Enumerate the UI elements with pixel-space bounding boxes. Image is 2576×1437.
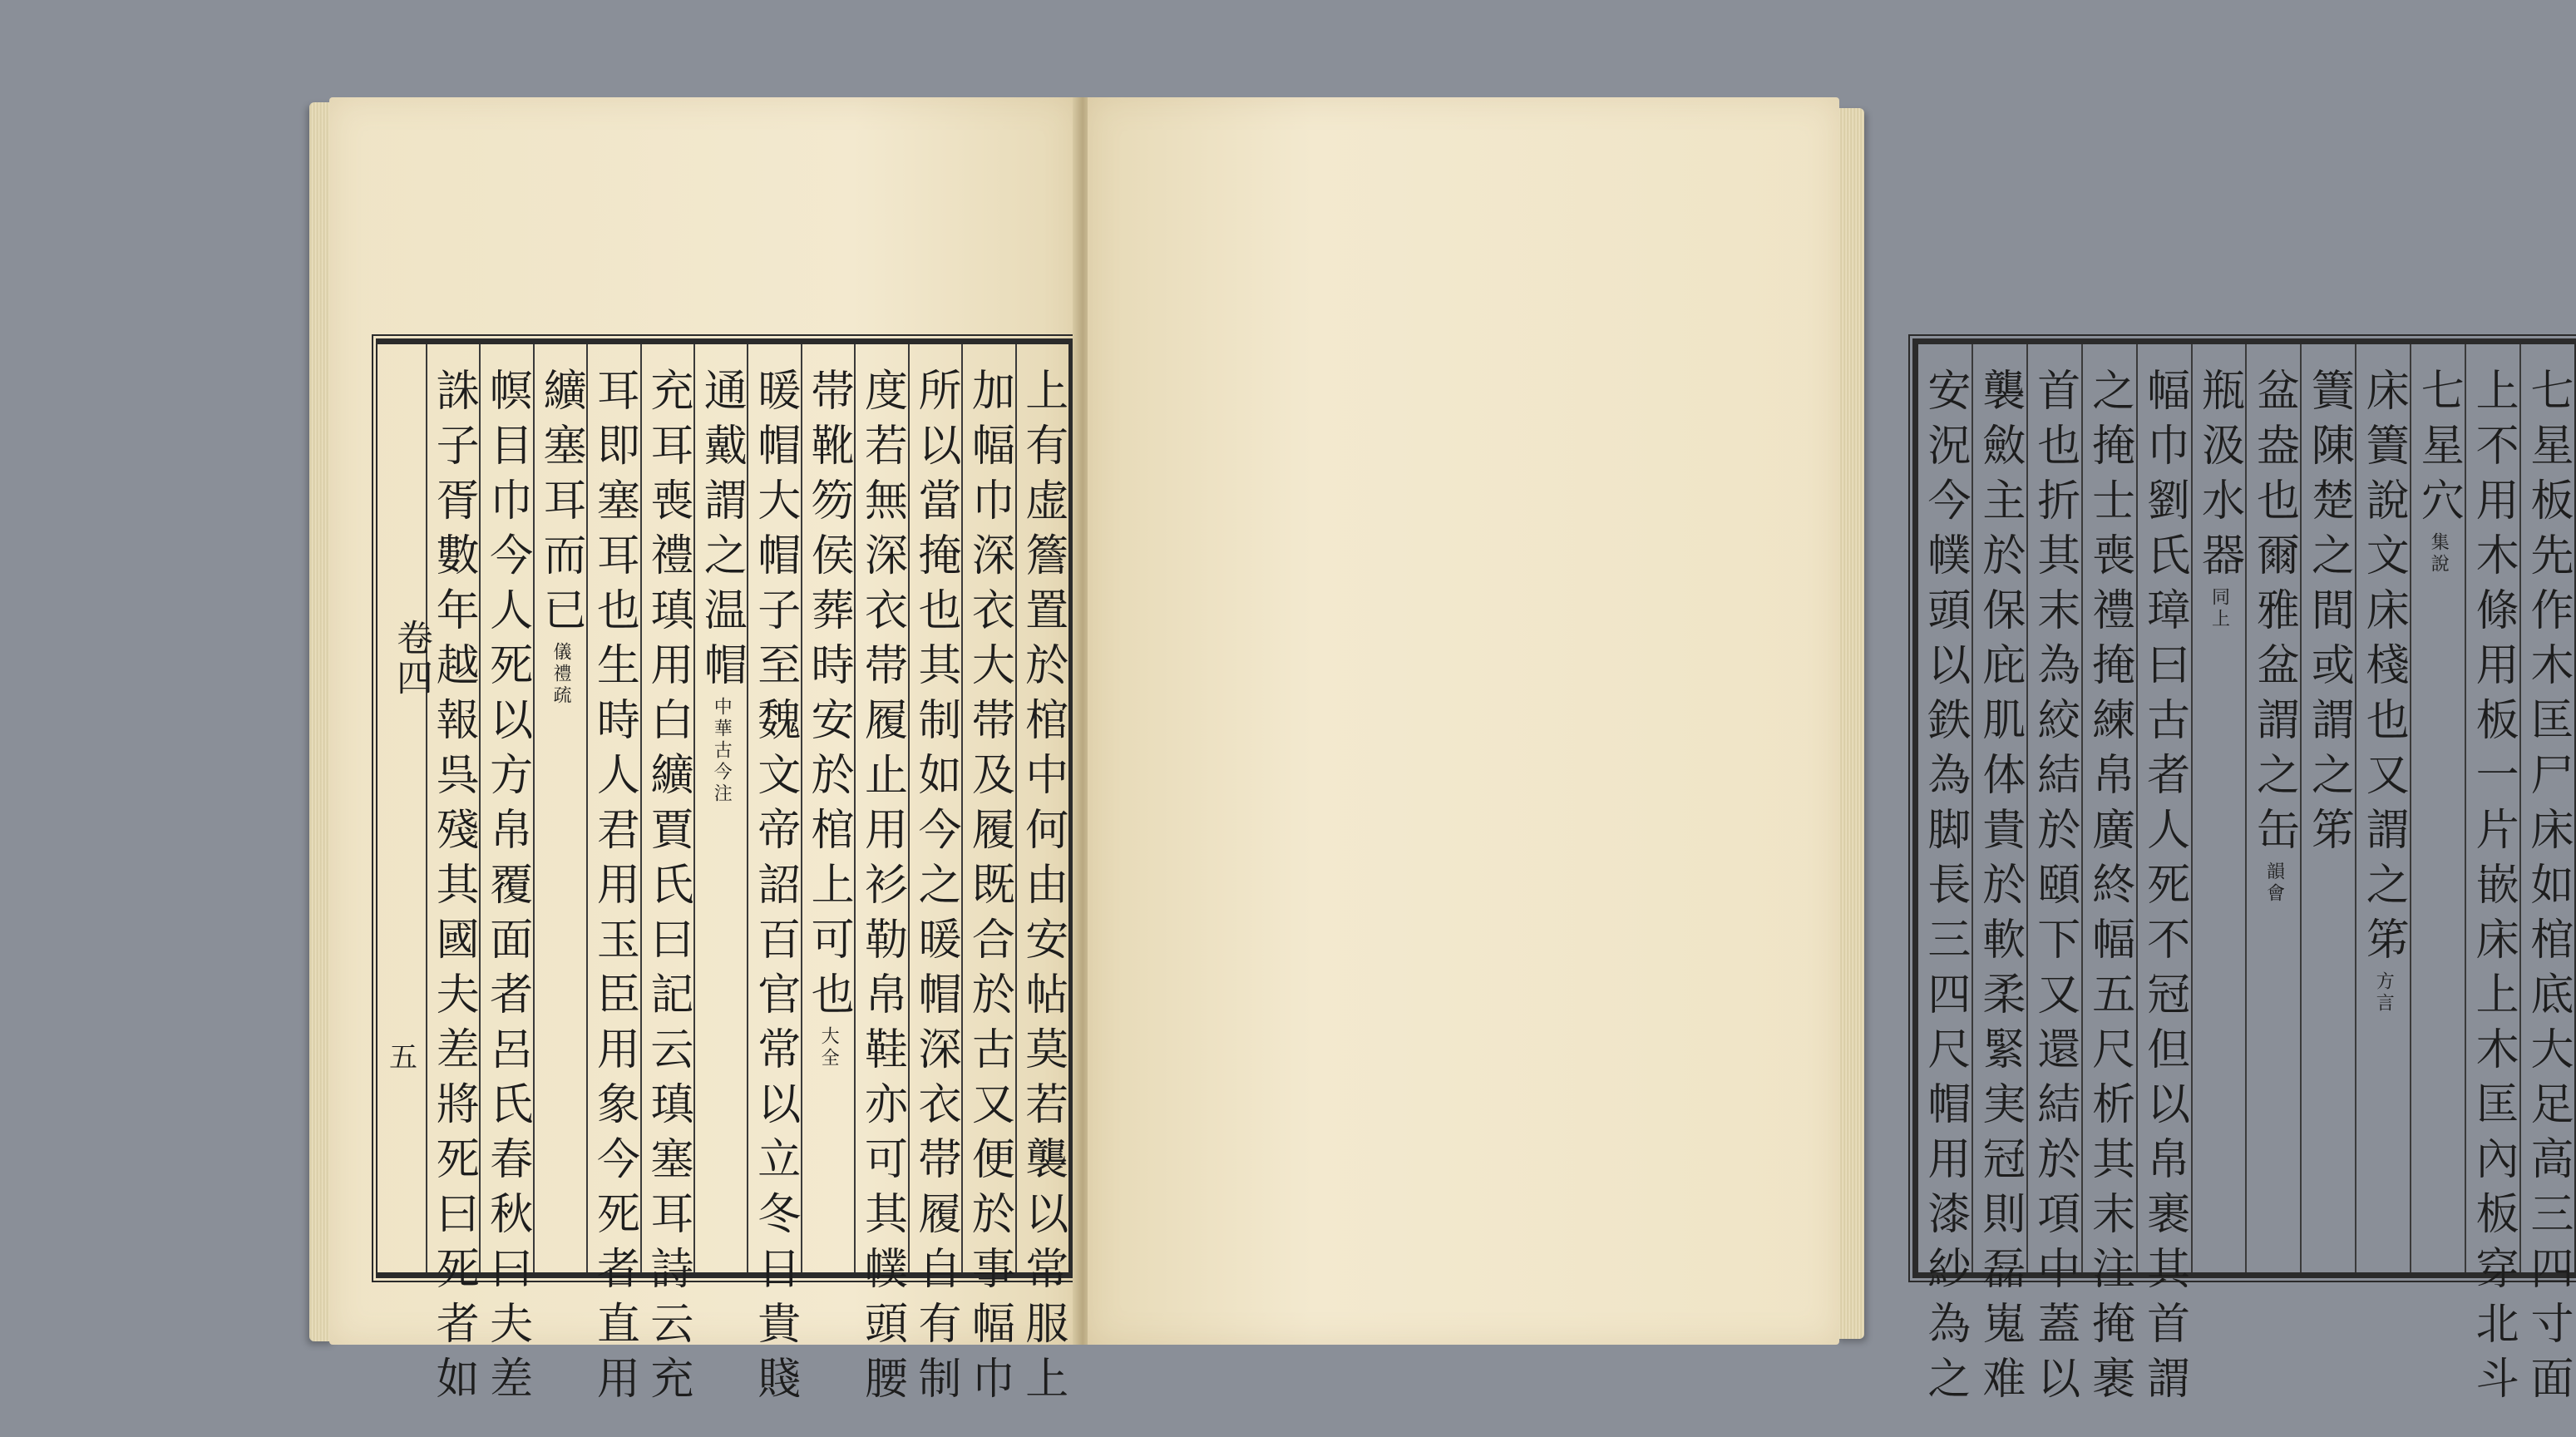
right-page [1088, 97, 2574, 1410]
fold-column [378, 344, 432, 1272]
volume-title: 卷四 [390, 619, 432, 699]
page-number: 五 [389, 1041, 417, 1074]
right-page-edges [1836, 108, 1864, 1339]
left-page [329, 97, 1078, 1410]
text-column: 上有虚簷置於棺中何由安帖莫若襲以常服上 [1015, 344, 1068, 1272]
text-column: 安況今幞頭以鉄為脚長三四尺帽用漆紗為之 [1919, 368, 1970, 1410]
text-column: 帯靴笏侯葬時安於棺上可也 大全 [801, 344, 854, 1272]
text-column: 襲斂主於保庇肌体貴於軟柔緊実冠則磊嵬难 [1971, 344, 2026, 1272]
text-column: 之掩士喪禮掩練帛廣終幅五尺析其末注掩裹 [2081, 344, 2136, 1272]
text-column: 上不用木條用板一片嵌床上木匡內板穿北斗 [2465, 344, 2519, 1272]
text-column: 充耳喪禮瑱用白纊賈氏曰記云瑱塞耳詩云充 [640, 344, 693, 1272]
text-column: 七星板先作木匡尸床如棺底大足高三四寸面 [2519, 344, 2574, 1272]
text-column: 首也折其末為絞結於頤下又還結於項中蓋以 [2026, 344, 2081, 1272]
text-column: 所以當掩也其制如今之暖帽深衣帯履自有制 [908, 344, 961, 1272]
text-column: 幎目巾今人死以方帛覆面者呂氏春秋曰夫差 [479, 344, 532, 1272]
text-column: 七星穴 集說 [2410, 344, 2465, 1272]
text-column: 簀陳楚之間或謂之笫 [2300, 344, 2355, 1272]
text-column: 加幅巾深衣大帯及履既合於古又便於事幅巾 [961, 344, 1014, 1272]
text-column: 床簀說文床棧也又謂之笫 方言 [2355, 344, 2410, 1272]
left-columns [427, 344, 1068, 1410]
open-book [309, 87, 2574, 1410]
text-column: 瓶汲水器 同上 [2191, 344, 2246, 1272]
text-column: 暖帽大帽子至魏文帝詔百官常以立冬日貴賤 [747, 344, 800, 1272]
text-column: 纊塞耳而已 儀禮疏 [533, 344, 586, 1272]
text-column: 幅巾劉氏璋曰古者人死不冠但以帛裹其首謂 [2136, 344, 2191, 1272]
text-column: 誅子胥數年越報呉殘其國夫差將死曰死者如 [428, 368, 479, 1410]
right-columns [1918, 344, 2574, 1410]
right-text-frame [1912, 338, 2576, 1410]
text-column: 耳即塞耳也生時人君用玉臣用象今死者直用 [586, 344, 639, 1272]
text-column: 通戴謂之温帽 中華古今注 [693, 344, 747, 1272]
left-text-frame [376, 338, 1074, 1410]
text-column: 盆盎也爾雅盆謂之缶 韻會 [2245, 344, 2300, 1272]
text-column: 度若無深衣帯履止用衫勒帛鞋亦可其幞頭腰 [854, 344, 907, 1272]
